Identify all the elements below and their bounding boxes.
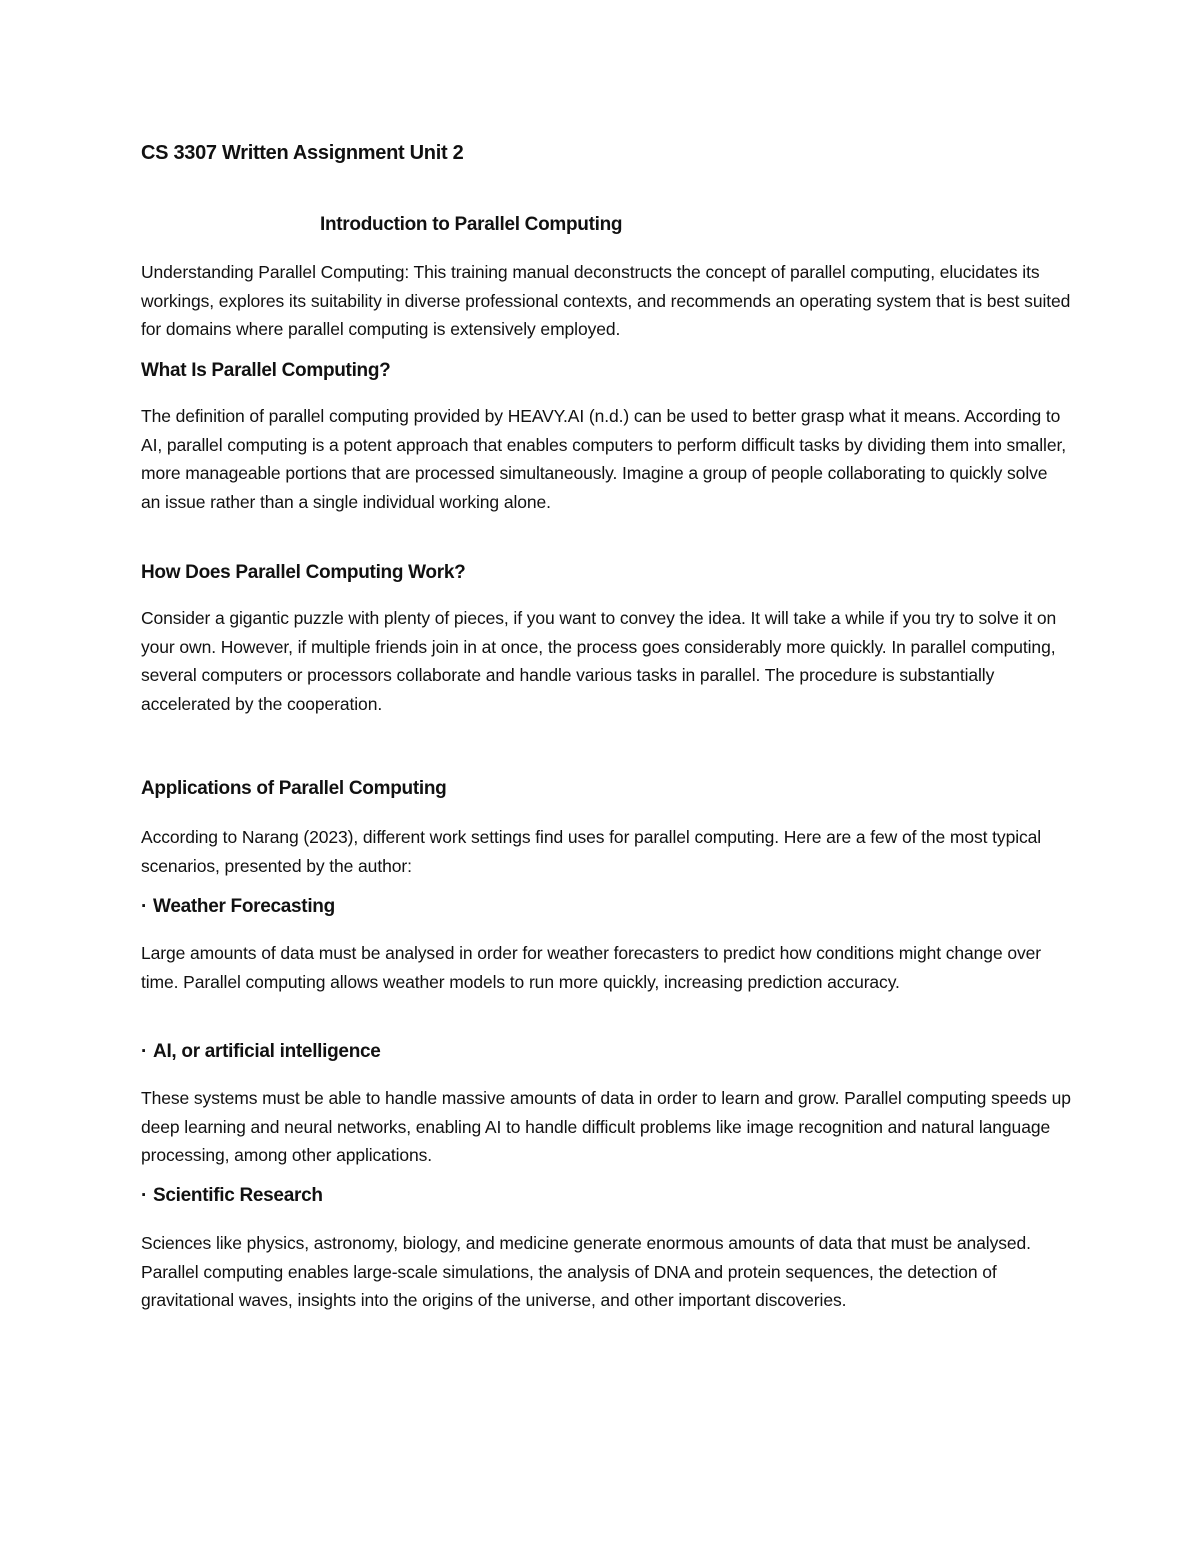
application-body-ai: These systems must be able to handle massive amounts of data in order to learn and grow. Parallel computing speeds up deep learning and neural networks, enabling AI to handle difficult problems like image recognition and natural language processing, among other applications. <box>141 1088 1071 1166</box>
application-body-science: Sciences like physics, astronomy, biology, and medicine generate enormous amounts of data that must be analysed. Parallel computing enables large-scale simulations, the analysis of DNA and protein sequences, the detection of gravitational waves, insights into the origins of the universe, and other important discoveries. <box>141 1233 1031 1311</box>
application-body-weather: Large amounts of data must be analysed in order for weather forecasters to predict how conditions might change over time. Parallel computing allows weather models to run more quickly, increasing prediction accuracy. <box>141 943 1041 992</box>
section-heading-how: How Does Parallel Computing Work? <box>141 562 466 583</box>
section-body-applications: According to Narang (2023), different work settings find uses for parallel computing. Here are a few of the most typical scenarios, presented by the author: <box>141 827 1042 876</box>
section-body-what: The definition of parallel computing provided by HEAVY.AI (n.d.) can be used to better grasp what it means. According to AI, parallel computing is a potent approach that enables computers to perform difficult tasks by dividing them into smaller, more manageable portions that are processed simultaneously. Imagine a group of people collaborating to quickly solve an issue rather than a single individual working alone. <box>141 406 1066 513</box>
section-heading-what: What Is Parallel Computing? <box>141 360 391 381</box>
document-title: CS 3307 Written Assignment Unit 2 <box>141 142 464 164</box>
document-subtitle: Introduction to Parallel Computing <box>320 214 623 235</box>
application-heading-weather: · Weather Forecasting <box>141 896 1071 918</box>
intro-paragraph: Understanding Parallel Computing: This training manual deconstructs the concept of parallel computing, elucidates its workings, explores its suitability in diverse professional contexts, and recommends an operating system that is best suited for domains where parallel computing is extensively employed. <box>141 262 1071 340</box>
section-heading-applications: Applications of Parallel Computing <box>141 778 447 799</box>
section-body-how: Consider a gigantic puzzle with plenty of pieces, if you want to convey the idea. It will take a while if you try to solve it on your own. However, if multiple friends join in at once, the process goes considerably more quickly. In parallel computing, several computers or processors collaborate and handle various tasks in parallel. The procedure is substantially accelerated by the cooperation. <box>141 608 1057 715</box>
application-heading-ai: · AI, or artificial intelligence <box>141 1041 1071 1063</box>
application-heading-science: · Scientific Research <box>141 1185 1071 1207</box>
